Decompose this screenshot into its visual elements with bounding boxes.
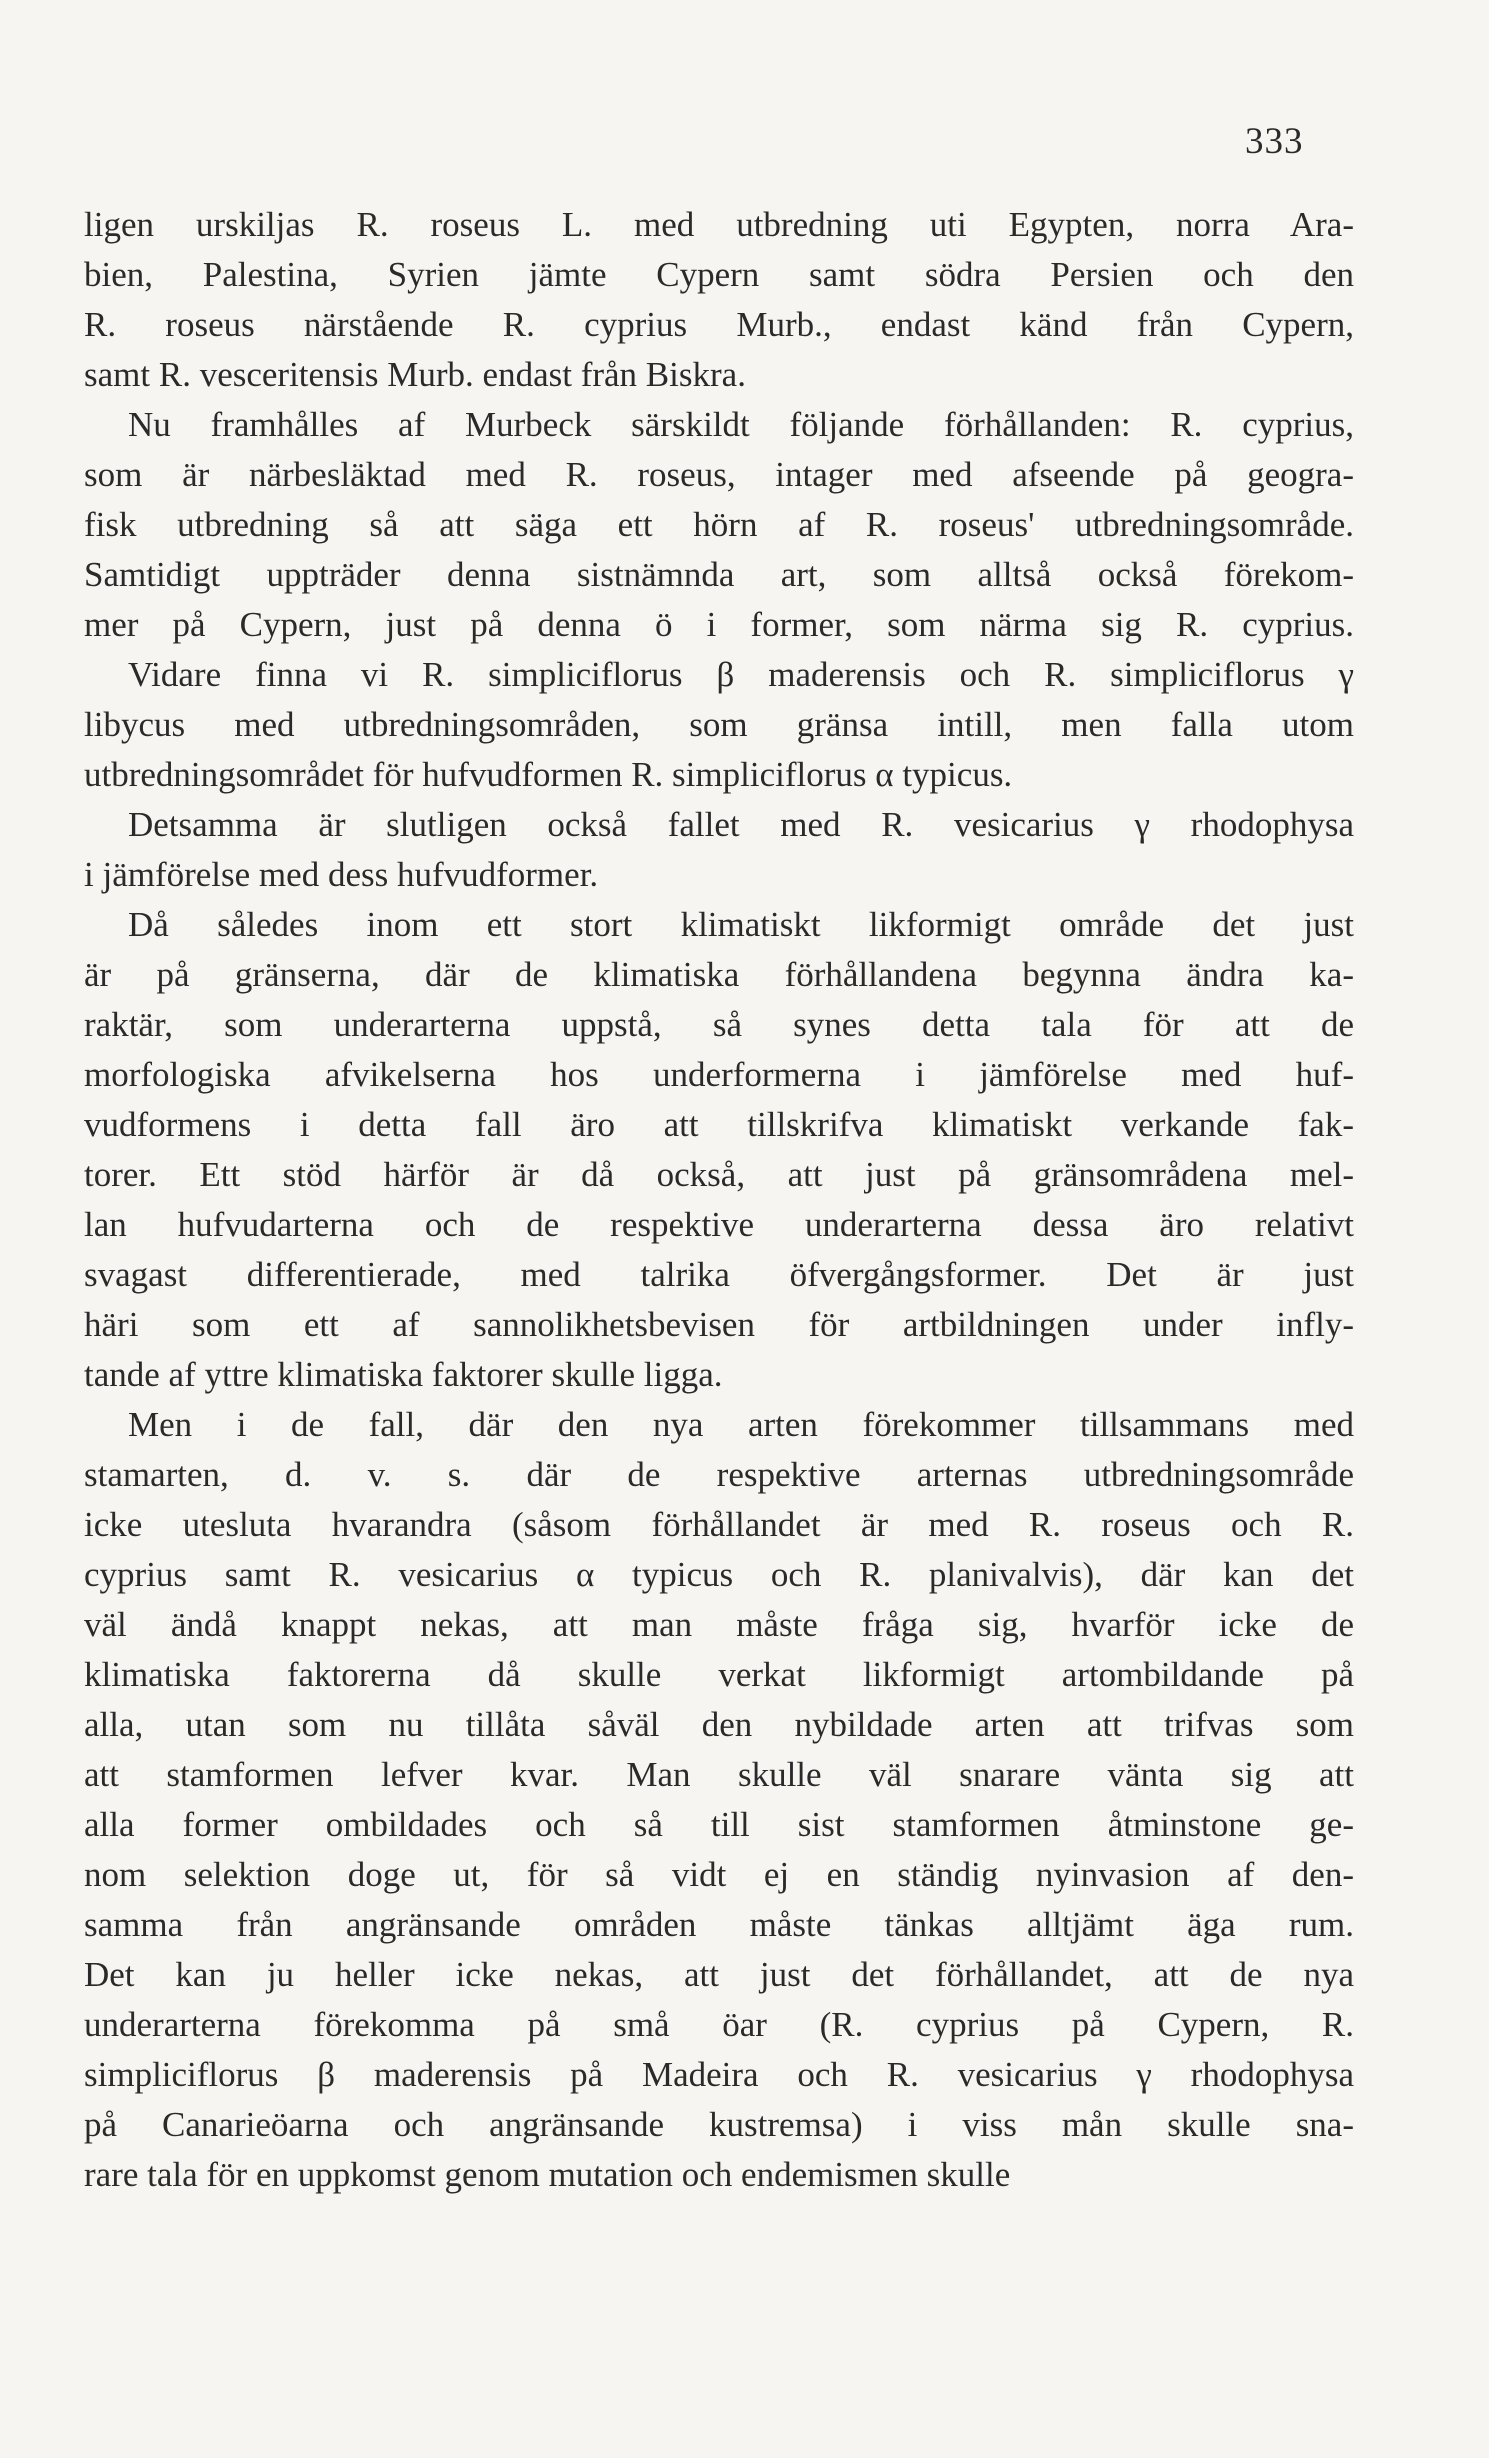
text-line: på Canarieöarna och angränsande kustremsa) i viss mån skulle sna- <box>84 2105 1354 2144</box>
text-line: häri som ett af sannolikhetsbevisen för artbildningen under infly- <box>84 1305 1354 1344</box>
text-line: svagast differentierade, med talrika öfvergångsformer. Det är just <box>84 1255 1354 1294</box>
text-line: vudformens i detta fall äro att tillskrifva klimatiskt verkande fak- <box>84 1105 1354 1144</box>
text-line: Nu framhålles af Murbeck särskildt följande förhållanden: R. cyprius, <box>128 405 1354 444</box>
text-line: cyprius samt R. vesicarius α typicus och R. planivalvis), där kan det <box>84 1555 1354 1594</box>
text-line: simpliciflorus β maderensis på Madeira och R. vesicarius γ rhodophysa <box>84 2055 1354 2094</box>
text-line: rare tala för en uppkomst genom mutation och endemismen skulle <box>84 2155 1011 2194</box>
text-line: klimatiska faktorerna då skulle verkat likformigt artombildande på <box>84 1655 1354 1694</box>
text-line: Men i de fall, där den nya arten förekommer tillsammans med <box>128 1405 1354 1444</box>
text-line: icke utesluta hvarandra (såsom förhållandet är med R. roseus och R. <box>84 1505 1354 1544</box>
text-line: Då således inom ett stort klimatiskt likformigt område det just <box>128 905 1354 944</box>
text-line: torer. Ett stöd härför är då också, att just på gränsområdena mel- <box>84 1155 1354 1194</box>
text-line: Detsamma är slutligen också fallet med R. vesicarius γ rhodophysa <box>128 805 1354 844</box>
text-line: morfologiska afvikelserna hos underformerna i jämförelse med huf- <box>84 1055 1354 1094</box>
text-line: Vidare finna vi R. simpliciflorus β maderensis och R. simpliciflorus γ <box>128 655 1354 694</box>
text-line: samma från angränsande områden måste tänkas alltjämt äga rum. <box>84 1905 1354 1944</box>
text-line: i jämförelse med dess hufvudformer. <box>84 855 599 894</box>
text-line: ligen urskiljas R. roseus L. med utbredning uti Egypten, norra Ara- <box>84 205 1354 244</box>
text-line: R. roseus närstående R. cyprius Murb., endast känd från Cypern, <box>84 305 1354 344</box>
text-line: underarterna förekomma på små öar (R. cyprius på Cypern, R. <box>84 2005 1354 2044</box>
body-text <box>84 200 1354 2200</box>
text-line: alla, utan som nu tillåta såväl den nybildade arten att trifvas som <box>84 1705 1354 1744</box>
text-line: stamarten, d. v. s. där de respektive arternas utbredningsområde <box>84 1455 1354 1494</box>
text-line: tande af yttre klimatiska faktorer skulle ligga. <box>84 1355 723 1394</box>
text-line: utbredningsområdet för hufvudformen R. simpliciflorus α typicus. <box>84 755 1013 794</box>
text-line: Det kan ju heller icke nekas, att just det förhållandet, att de nya <box>84 1955 1354 1994</box>
text-line: fisk utbredning så att säga ett hörn af R. roseus' utbredningsområde. <box>84 505 1354 544</box>
text-line: att stamformen lefver kvar. Man skulle väl snarare vänta sig att <box>84 1755 1354 1794</box>
text-line: som är närbesläktad med R. roseus, intager med afseende på geogra- <box>84 455 1354 494</box>
text-line: mer på Cypern, just på denna ö i former, som närma sig R. cyprius. <box>84 605 1354 644</box>
text-line: är på gränserna, där de klimatiska förhållandena begynna ändra ka- <box>84 955 1354 994</box>
text-line: raktär, som underarterna uppstå, så synes detta tala för att de <box>84 1005 1354 1044</box>
page-number: 333 <box>1245 121 1304 162</box>
text-line: samt R. vesceritensis Murb. endast från Biskra. <box>84 355 746 394</box>
text-line: väl ändå knappt nekas, att man måste fråga sig, hvarför icke de <box>84 1605 1354 1644</box>
text-line: lan hufvudarterna och de respektive underarterna dessa äro relativt <box>84 1205 1354 1244</box>
text-line: nom selektion doge ut, för så vidt ej en ständig nyinvasion af den- <box>84 1855 1354 1894</box>
text-line: bien, Palestina, Syrien jämte Cypern samt södra Persien och den <box>84 255 1354 294</box>
text-line: alla former ombildades och så till sist stamformen åtminstone ge- <box>84 1805 1354 1844</box>
text-line: Samtidigt uppträder denna sistnämnda art, som alltså också förekom- <box>84 555 1354 594</box>
text-line: libycus med utbredningsområden, som gränsa intill, men falla utom <box>84 705 1354 744</box>
